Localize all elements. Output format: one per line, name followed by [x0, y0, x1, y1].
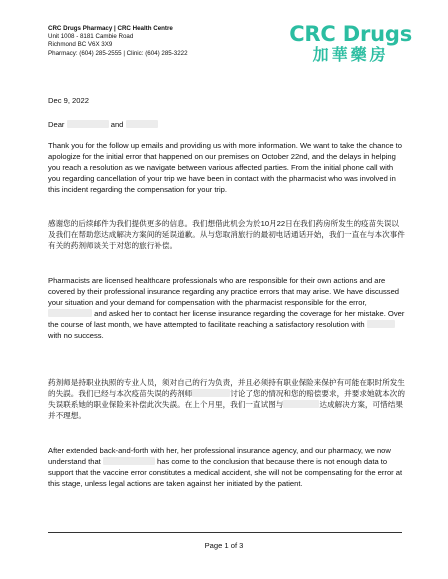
p3-text-a: Pharmacists are licensed healthcare professionals who are responsible for their own actions and are covered by their professional insurance regarding any practice errors that may arise. We have discussed your situation and your demand for compensation with the pharmacist responsible for the error, — [48, 276, 400, 307]
redacted-name — [192, 389, 230, 397]
p5-text-a: After extended back-and-forth with her, her professional insurance agency, and our pharmacy, we now understand that — [48, 446, 391, 466]
crc-drugs-logo — [289, 22, 412, 64]
paragraph-pharmacists-zh — [48, 377, 406, 421]
p4-text-b: 讨论了您的情况和您的赔偿要求，并要求她就本次的失误联系她的职业保险来补偿此次失誤。在上个月里，我们一直试图与 — [48, 389, 405, 409]
address-line-1: Unit 1008 - 8181 Cambie Road — [48, 33, 134, 41]
salutation — [48, 119, 406, 130]
paragraph-conclusion-en — [48, 445, 406, 489]
salutation-and: and — [110, 120, 124, 129]
paragraph-apology-en: Thank you for the follow up emails and providing us with more information. We want to take the chance to apologize for the initial error that happened on our premises on October 22nd, and the delays in helping you reach a resolution as we navigate between various affected parties. From the initial phone call with you regarding cancellation of your trip we have been in contact with the pharmacist who was involved in this incident regarding the compensation for your trip. — [48, 141, 402, 194]
page-number: Page 1 of 3 — [204, 541, 244, 550]
phone-numbers: Pharmacy: (604) 285-2555 | Clinic: (604) 285-3222 — [48, 49, 188, 57]
p4-text-a: 药剂师是持职业执照的专业人员，须对自己的行为负责，并且必须持有职业保险来保护有可能在职时所发生的失誤。我们已经与本次疫苗失误的药剂师 — [48, 378, 405, 398]
logo-english: CRC Drugs — [289, 22, 412, 46]
company-name: CRC Drugs Pharmacy | CRC Health Centre — [48, 25, 173, 32]
p3-text-c: with no success. — [48, 331, 104, 340]
footer-divider — [48, 532, 402, 533]
redacted-name — [67, 120, 109, 128]
salutation-prefix: Dear — [48, 120, 65, 129]
p5-text-b: has come to the conclusion that because there is not enough data to support that the vaccine error constitutes a medical accident, she will not be compensating for the error at this stage, unless legal actions are taken against her initiated by the patient. — [48, 457, 403, 488]
redacted-name — [126, 120, 158, 128]
paragraph-pharmacists-en — [48, 275, 406, 341]
redacted-name — [48, 309, 92, 317]
address-line-2: Richmond BC V6X 3X9 — [48, 41, 113, 49]
paragraph-apology-zh: 感谢您的后续邮件为我们提供更多的信息。我们想借此机会为於10月22日在我们药房所发生的疫苗失误以及我们在帮助您达成解决方案间的延误道歉。从与您取消旅行的最初电话通话开始，我们一直在与本次事件有关的药剂师谈关于对您的旅行补偿。 — [48, 219, 405, 250]
redacted-name — [367, 320, 395, 328]
p4-text-c: 达成解决方案，可惜结果并不理想。 — [48, 400, 403, 420]
letter-date: Dec 9, 2022 — [48, 96, 89, 105]
redacted-name — [103, 457, 155, 465]
logo-chinese: 加華藥房 — [312, 45, 389, 64]
redacted-name — [283, 400, 319, 408]
p3-text-b: and asked her to contact her license insurance regarding the coverage for her mistake. Over the course of last month, we have attempted to facilitate reaching a satisfactory resolution with — [48, 309, 405, 329]
